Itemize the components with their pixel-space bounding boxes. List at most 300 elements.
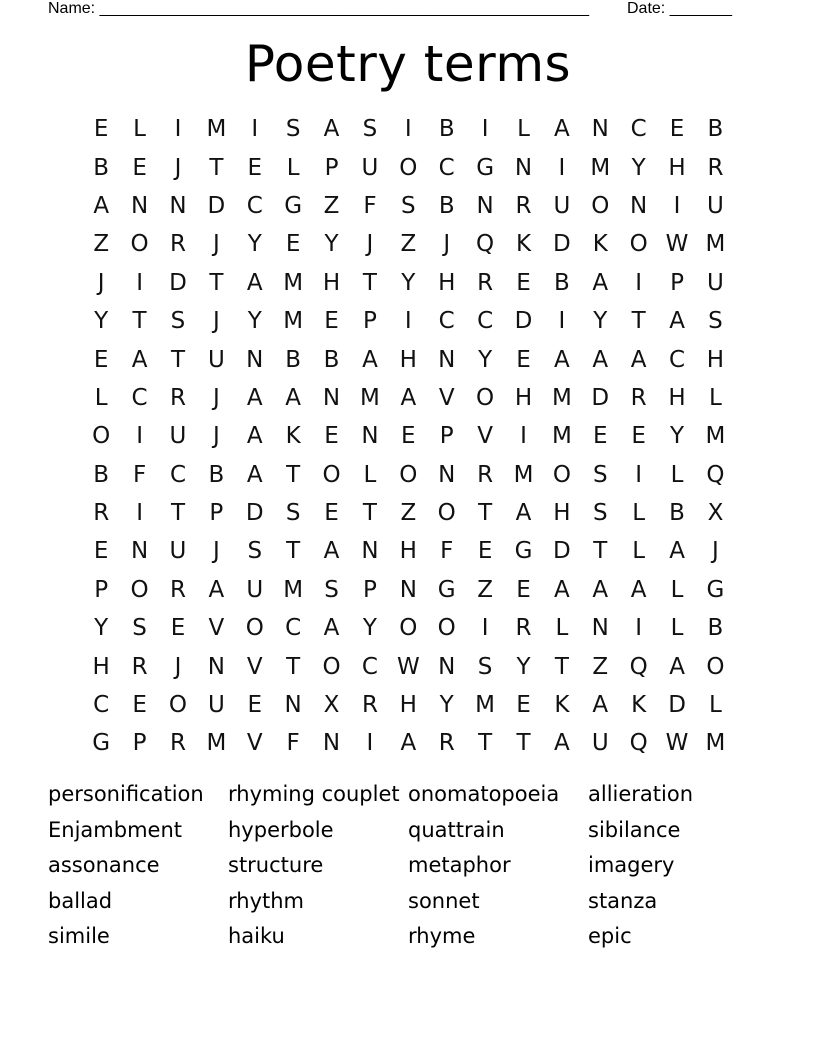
- grid-letter: O: [168, 692, 188, 719]
- grid-letter: T: [132, 308, 147, 335]
- grid-letter: C: [669, 346, 686, 373]
- grid-letter: R: [169, 384, 186, 411]
- grid-letter: N: [476, 192, 494, 219]
- grid-letter: A: [630, 576, 647, 603]
- grid-letter: P: [132, 730, 147, 757]
- grid-letter: O: [591, 192, 610, 219]
- grid-letter: I: [635, 461, 643, 488]
- grid-letter: A: [669, 308, 685, 335]
- grid-letter: A: [669, 538, 685, 565]
- grid-letter: L: [670, 615, 684, 642]
- grid-letter: O: [399, 615, 418, 642]
- grid-letter: N: [361, 538, 379, 565]
- grid-letter: J: [712, 538, 719, 565]
- grid-letter: E: [516, 692, 531, 719]
- grid-letter: A: [554, 116, 570, 143]
- grid-letter: H: [438, 269, 456, 296]
- grid-letter: J: [212, 384, 220, 411]
- grid-letter: V: [477, 423, 493, 450]
- grid-letter: Z: [93, 231, 110, 258]
- grid-letter: R: [361, 692, 378, 719]
- grid-letter: M: [513, 461, 534, 488]
- grid-letter: Y: [247, 231, 262, 258]
- grid-letter: H: [553, 500, 571, 527]
- grid-letter: G: [514, 538, 533, 565]
- grid-letter: J: [366, 231, 374, 258]
- grid-letter: B: [93, 461, 110, 488]
- grid-letter: H: [668, 384, 686, 411]
- grid-letter: Y: [478, 346, 493, 373]
- grid-letter: A: [285, 384, 302, 411]
- grid-letter: S: [362, 116, 378, 143]
- grid-letter: B: [208, 461, 225, 488]
- grid-letter: B: [669, 500, 685, 527]
- grid-letter: I: [481, 615, 489, 642]
- grid-row: [82, 379, 735, 417]
- word-bank-item: metaphor: [408, 853, 511, 878]
- grid-letter: E: [170, 615, 186, 642]
- grid-letter: K: [554, 692, 570, 719]
- grid-letter: A: [554, 730, 570, 757]
- grid-letter: L: [94, 384, 108, 411]
- word-bank-item: rhyming couplet: [228, 782, 400, 806]
- grid-letter: M: [206, 730, 227, 757]
- grid-letter: O: [476, 384, 495, 411]
- grid-letter: J: [212, 231, 220, 258]
- grid-letter: T: [286, 538, 301, 565]
- grid-letter: P: [362, 576, 377, 603]
- grid-letter: E: [285, 231, 301, 258]
- grid-letter: A: [400, 384, 417, 411]
- grid-letter: Y: [94, 615, 109, 642]
- grid-letter: M: [590, 154, 611, 181]
- grid-letter: C: [169, 461, 186, 488]
- grid-letter: A: [630, 346, 647, 373]
- grid-letter: S: [324, 576, 339, 603]
- grid-row: [82, 417, 735, 455]
- grid-letter: O: [552, 461, 571, 488]
- word-bank-item: sibilance: [588, 817, 681, 842]
- grid-row: [82, 724, 735, 762]
- page-title: Poetry terms: [244, 35, 572, 93]
- grid-letter: N: [361, 423, 379, 450]
- grid-letter: E: [93, 116, 109, 143]
- grid-letter: E: [247, 692, 263, 719]
- grid-letter: O: [322, 653, 341, 680]
- grid-letter: M: [551, 384, 572, 411]
- grid-letter: O: [629, 231, 648, 258]
- grid-letter: N: [591, 116, 609, 143]
- grid-letter: J: [212, 538, 220, 565]
- grid-letter: I: [136, 500, 143, 527]
- grid-letter: U: [591, 730, 609, 757]
- grid-letter: P: [670, 269, 684, 296]
- grid-letter: C: [477, 308, 494, 335]
- grid-letter: T: [516, 730, 531, 757]
- grid-letter: P: [439, 423, 454, 450]
- grid-letter: I: [558, 308, 566, 335]
- grid-letter: C: [438, 154, 455, 181]
- grid-letter: I: [520, 423, 527, 450]
- word-bank-item: stanza: [588, 888, 658, 913]
- grid-letter: Q: [476, 231, 495, 258]
- word-bank-item: rhyme: [408, 924, 476, 949]
- grid-letter: E: [631, 423, 646, 450]
- grid-letter: B: [323, 346, 340, 373]
- grid-row: [82, 647, 735, 685]
- word-bank-item: personification: [48, 782, 204, 806]
- grid-letter: H: [668, 154, 686, 181]
- grid-letter: A: [554, 346, 570, 373]
- grid-letter: G: [476, 154, 495, 181]
- grid-letter: E: [324, 423, 339, 450]
- grid-letter: Y: [324, 231, 339, 258]
- grid-letter: Z: [400, 500, 417, 527]
- grid-letter: J: [443, 231, 451, 258]
- grid-letter: J: [212, 308, 220, 335]
- grid-letter: H: [399, 692, 417, 719]
- grid-letter: I: [251, 116, 259, 143]
- grid-letter: R: [477, 461, 494, 488]
- grid-letter: R: [93, 500, 110, 527]
- grid-letter: J: [97, 269, 105, 296]
- grid-letter: A: [592, 269, 609, 296]
- grid-letter: L: [517, 116, 530, 143]
- grid-letter: O: [92, 423, 111, 450]
- grid-letter: G: [437, 576, 456, 603]
- grid-letter: X: [707, 500, 724, 527]
- grid-letter: R: [515, 192, 532, 219]
- word-bank-item: haiku: [228, 924, 285, 949]
- grid-letter: K: [631, 692, 647, 719]
- grid-letter: R: [438, 730, 455, 757]
- grid-letter: B: [285, 346, 302, 373]
- grid-letter: M: [475, 692, 496, 719]
- grid-letter: N: [438, 461, 456, 488]
- grid-letter: S: [592, 500, 608, 527]
- grid-letter: A: [400, 730, 417, 757]
- grid-letter: V: [438, 384, 455, 411]
- grid-letter: F: [286, 730, 300, 757]
- grid-letter: T: [286, 461, 301, 488]
- grid-letter: D: [514, 308, 533, 335]
- grid-letter: T: [286, 653, 301, 680]
- grid-letter: R: [707, 154, 724, 181]
- grid-letter: B: [438, 116, 455, 143]
- grid-letter: I: [174, 116, 182, 143]
- grid-letter: E: [516, 269, 531, 296]
- grid-letter: I: [481, 116, 489, 143]
- grid-letter: I: [136, 269, 143, 296]
- grid-letter: U: [553, 192, 571, 219]
- grid-letter: L: [555, 615, 569, 642]
- grid-letter: T: [209, 154, 224, 181]
- grid-letter: Y: [593, 308, 608, 335]
- grid-letter: Y: [362, 615, 377, 642]
- grid-letter: I: [136, 423, 143, 450]
- grid-letter: B: [438, 192, 455, 219]
- grid-letter: U: [207, 346, 225, 373]
- word-bank-item: imagery: [588, 853, 675, 878]
- grid-letter: D: [553, 538, 571, 565]
- grid-letter: R: [169, 730, 186, 757]
- grid-row: [82, 148, 735, 186]
- grid-letter: O: [130, 576, 149, 603]
- grid-letter: K: [592, 231, 608, 258]
- grid-letter: T: [362, 500, 377, 527]
- grid-letter: E: [93, 346, 109, 373]
- grid-letter: A: [592, 692, 609, 719]
- grid-letter: E: [132, 154, 147, 181]
- grid-letter: G: [284, 192, 303, 219]
- grid-letter: V: [246, 653, 263, 680]
- grid-letter: N: [399, 576, 417, 603]
- grid-letter: I: [635, 269, 643, 296]
- grid-letter: N: [246, 346, 264, 373]
- grid-letter: Y: [631, 154, 646, 181]
- grid-letter: S: [477, 653, 493, 680]
- grid-letter: T: [593, 538, 608, 565]
- grid-letter: W: [665, 730, 689, 757]
- grid-letter: V: [246, 730, 263, 757]
- grid-letter: T: [478, 500, 493, 527]
- grid-letter: S: [592, 461, 608, 488]
- grid-letter: O: [399, 154, 418, 181]
- grid-letter: Y: [670, 423, 685, 450]
- grid-letter: D: [245, 500, 264, 527]
- grid-letter: A: [323, 116, 340, 143]
- grid-letter: A: [246, 461, 263, 488]
- word-bank-item: Enjambment: [48, 817, 182, 842]
- grid-letter: M: [360, 384, 380, 411]
- grid-letter: W: [665, 231, 689, 258]
- word-bank-item: allieration: [588, 782, 694, 806]
- grid-letter: O: [245, 615, 264, 642]
- grid-letter: E: [247, 154, 263, 181]
- grid-letter: E: [516, 576, 531, 603]
- grid-letter: O: [130, 231, 149, 258]
- grid-letter: N: [630, 192, 648, 219]
- grid-letter: L: [286, 154, 300, 181]
- grid-letter: T: [631, 308, 646, 335]
- grid-letter: A: [362, 346, 378, 373]
- word-bank-item: epic: [588, 924, 632, 949]
- grid-letter: T: [554, 653, 569, 680]
- grid-letter: O: [437, 500, 456, 527]
- grid-letter: E: [132, 692, 147, 719]
- grid-row: [82, 187, 735, 225]
- grid-letter: J: [212, 423, 220, 450]
- grid-letter: Z: [323, 192, 340, 219]
- word-bank-item: ballad: [48, 888, 113, 913]
- grid-letter: I: [673, 192, 681, 219]
- grid-row: [82, 456, 735, 494]
- grid-letter: U: [169, 538, 187, 565]
- grid-letter: E: [516, 346, 531, 373]
- grid-letter: C: [246, 192, 263, 219]
- grid-letter: H: [92, 653, 110, 680]
- grid-letter: E: [324, 500, 339, 527]
- grid-letter: Y: [94, 308, 109, 335]
- grid-letter: U: [707, 192, 724, 219]
- grid-letter: N: [284, 692, 302, 719]
- grid-letter: N: [438, 653, 456, 680]
- word-bank-item: rhythm: [228, 888, 305, 913]
- grid-letter: H: [399, 538, 417, 565]
- grid-letter: E: [401, 423, 416, 450]
- grid-letter: I: [635, 615, 643, 642]
- grid-letter: A: [669, 653, 685, 680]
- grid-row: [82, 110, 735, 148]
- grid-letter: A: [592, 346, 609, 373]
- grid-letter: B: [553, 269, 570, 296]
- grid-letter: O: [706, 653, 725, 680]
- grid-letter: J: [174, 154, 182, 181]
- grid-letter: L: [670, 461, 684, 488]
- grid-letter: I: [366, 730, 374, 757]
- grid-letter: D: [591, 384, 610, 411]
- grid-letter: T: [362, 269, 377, 296]
- grid-letter: R: [131, 653, 148, 680]
- grid-letter: E: [93, 538, 109, 565]
- grid-letter: L: [632, 500, 646, 527]
- grid-letter: A: [323, 538, 340, 565]
- grid-letter: L: [709, 384, 722, 411]
- word-bank-item: structure: [228, 853, 324, 878]
- grid-letter: H: [514, 384, 533, 411]
- grid-letter: C: [630, 116, 647, 143]
- grid-letter: M: [551, 423, 572, 450]
- grid-letter: E: [593, 423, 608, 450]
- grid-letter: F: [363, 192, 377, 219]
- grid-letter: D: [668, 692, 686, 719]
- grid-letter: R: [477, 269, 494, 296]
- grid-letter: M: [705, 423, 726, 450]
- date-label: Date: _______: [627, 0, 732, 17]
- grid-letter: N: [322, 384, 341, 411]
- grid-letter: Z: [592, 653, 609, 680]
- grid-letter: P: [324, 154, 339, 181]
- grid-letter: H: [706, 346, 725, 373]
- grid-letter: N: [169, 192, 187, 219]
- grid-letter: A: [208, 576, 225, 603]
- grid-letter: C: [131, 384, 148, 411]
- grid-row: [82, 609, 735, 647]
- grid-letter: L: [709, 692, 722, 719]
- grid-letter: U: [207, 692, 225, 719]
- grid-letter: N: [130, 192, 149, 219]
- grid-letter: L: [670, 576, 684, 603]
- grid-letter: M: [705, 231, 726, 258]
- grid-letter: H: [399, 346, 417, 373]
- grid-letter: U: [246, 576, 264, 603]
- grid-letter: Q: [629, 653, 648, 680]
- grid-letter: Z: [477, 576, 493, 603]
- grid-letter: S: [401, 192, 416, 219]
- header: [48, 0, 732, 18]
- grid-letter: O: [437, 615, 456, 642]
- grid-letter: I: [404, 116, 412, 143]
- grid-letter: Y: [516, 653, 531, 680]
- name-label: Name: _______________________________________________________: [48, 0, 589, 17]
- word-bank-item: hyperbole: [228, 817, 334, 842]
- grid-letter: A: [554, 576, 570, 603]
- grid-letter: I: [404, 308, 412, 335]
- grid-letter: S: [285, 116, 301, 143]
- grid-letter: U: [707, 269, 724, 296]
- grid-letter: O: [322, 461, 341, 488]
- grid-letter: R: [169, 231, 186, 258]
- grid-letter: A: [93, 192, 110, 219]
- grid-letter: M: [705, 730, 726, 757]
- word-bank-item: simile: [48, 924, 110, 949]
- grid-letter: F: [440, 538, 454, 565]
- grid-letter: D: [169, 269, 187, 296]
- grid-letter: M: [206, 116, 227, 143]
- grid-letter: U: [361, 154, 379, 181]
- grid-letter: P: [209, 500, 224, 527]
- grid-letter: P: [94, 576, 109, 603]
- grid-letter: G: [706, 576, 725, 603]
- grid-letter: B: [707, 615, 724, 642]
- grid-letter: U: [169, 423, 187, 450]
- grid-row: [82, 302, 735, 340]
- grid-row: [82, 494, 735, 532]
- grid-letter: C: [438, 308, 455, 335]
- grid-letter: N: [322, 730, 341, 757]
- grid-letter: Q: [629, 730, 648, 757]
- grid-letter: C: [285, 615, 302, 642]
- grid-letter: A: [246, 269, 263, 296]
- grid-letter: J: [174, 653, 182, 680]
- grid-letter: B: [93, 154, 110, 181]
- grid-letter: H: [322, 269, 341, 296]
- grid-letter: D: [553, 231, 571, 258]
- word-bank-item: onomatopoeia: [408, 782, 560, 806]
- grid-row: [82, 686, 735, 724]
- grid-letter: M: [283, 308, 304, 335]
- grid-letter: N: [130, 538, 149, 565]
- grid-letter: Z: [400, 231, 417, 258]
- grid-letter: X: [323, 692, 340, 719]
- grid-letter: R: [630, 384, 647, 411]
- grid-row: [82, 340, 735, 378]
- grid-letter: B: [707, 116, 724, 143]
- grid-letter: M: [283, 269, 304, 296]
- grid-row: [82, 225, 735, 263]
- grid-letter: L: [632, 538, 646, 565]
- grid-letter: N: [591, 615, 609, 642]
- word-bank: [48, 778, 768, 956]
- grid-letter: S: [170, 308, 186, 335]
- grid-letter: A: [131, 346, 148, 373]
- grid-letter: O: [399, 461, 418, 488]
- grid-letter: G: [92, 730, 111, 757]
- grid-letter: D: [207, 192, 226, 219]
- grid-letter: P: [362, 308, 377, 335]
- grid-letter: Y: [401, 269, 416, 296]
- grid-letter: E: [324, 308, 339, 335]
- grid-letter: Q: [706, 461, 725, 488]
- grid-letter: N: [207, 653, 225, 680]
- grid-letter: L: [133, 116, 146, 143]
- grid-letter: K: [515, 231, 532, 258]
- grid-row: [82, 532, 735, 570]
- grid-letter: I: [558, 154, 566, 181]
- grid-letter: R: [515, 615, 532, 642]
- grid-row: [82, 571, 735, 609]
- grid-letter: T: [478, 730, 493, 757]
